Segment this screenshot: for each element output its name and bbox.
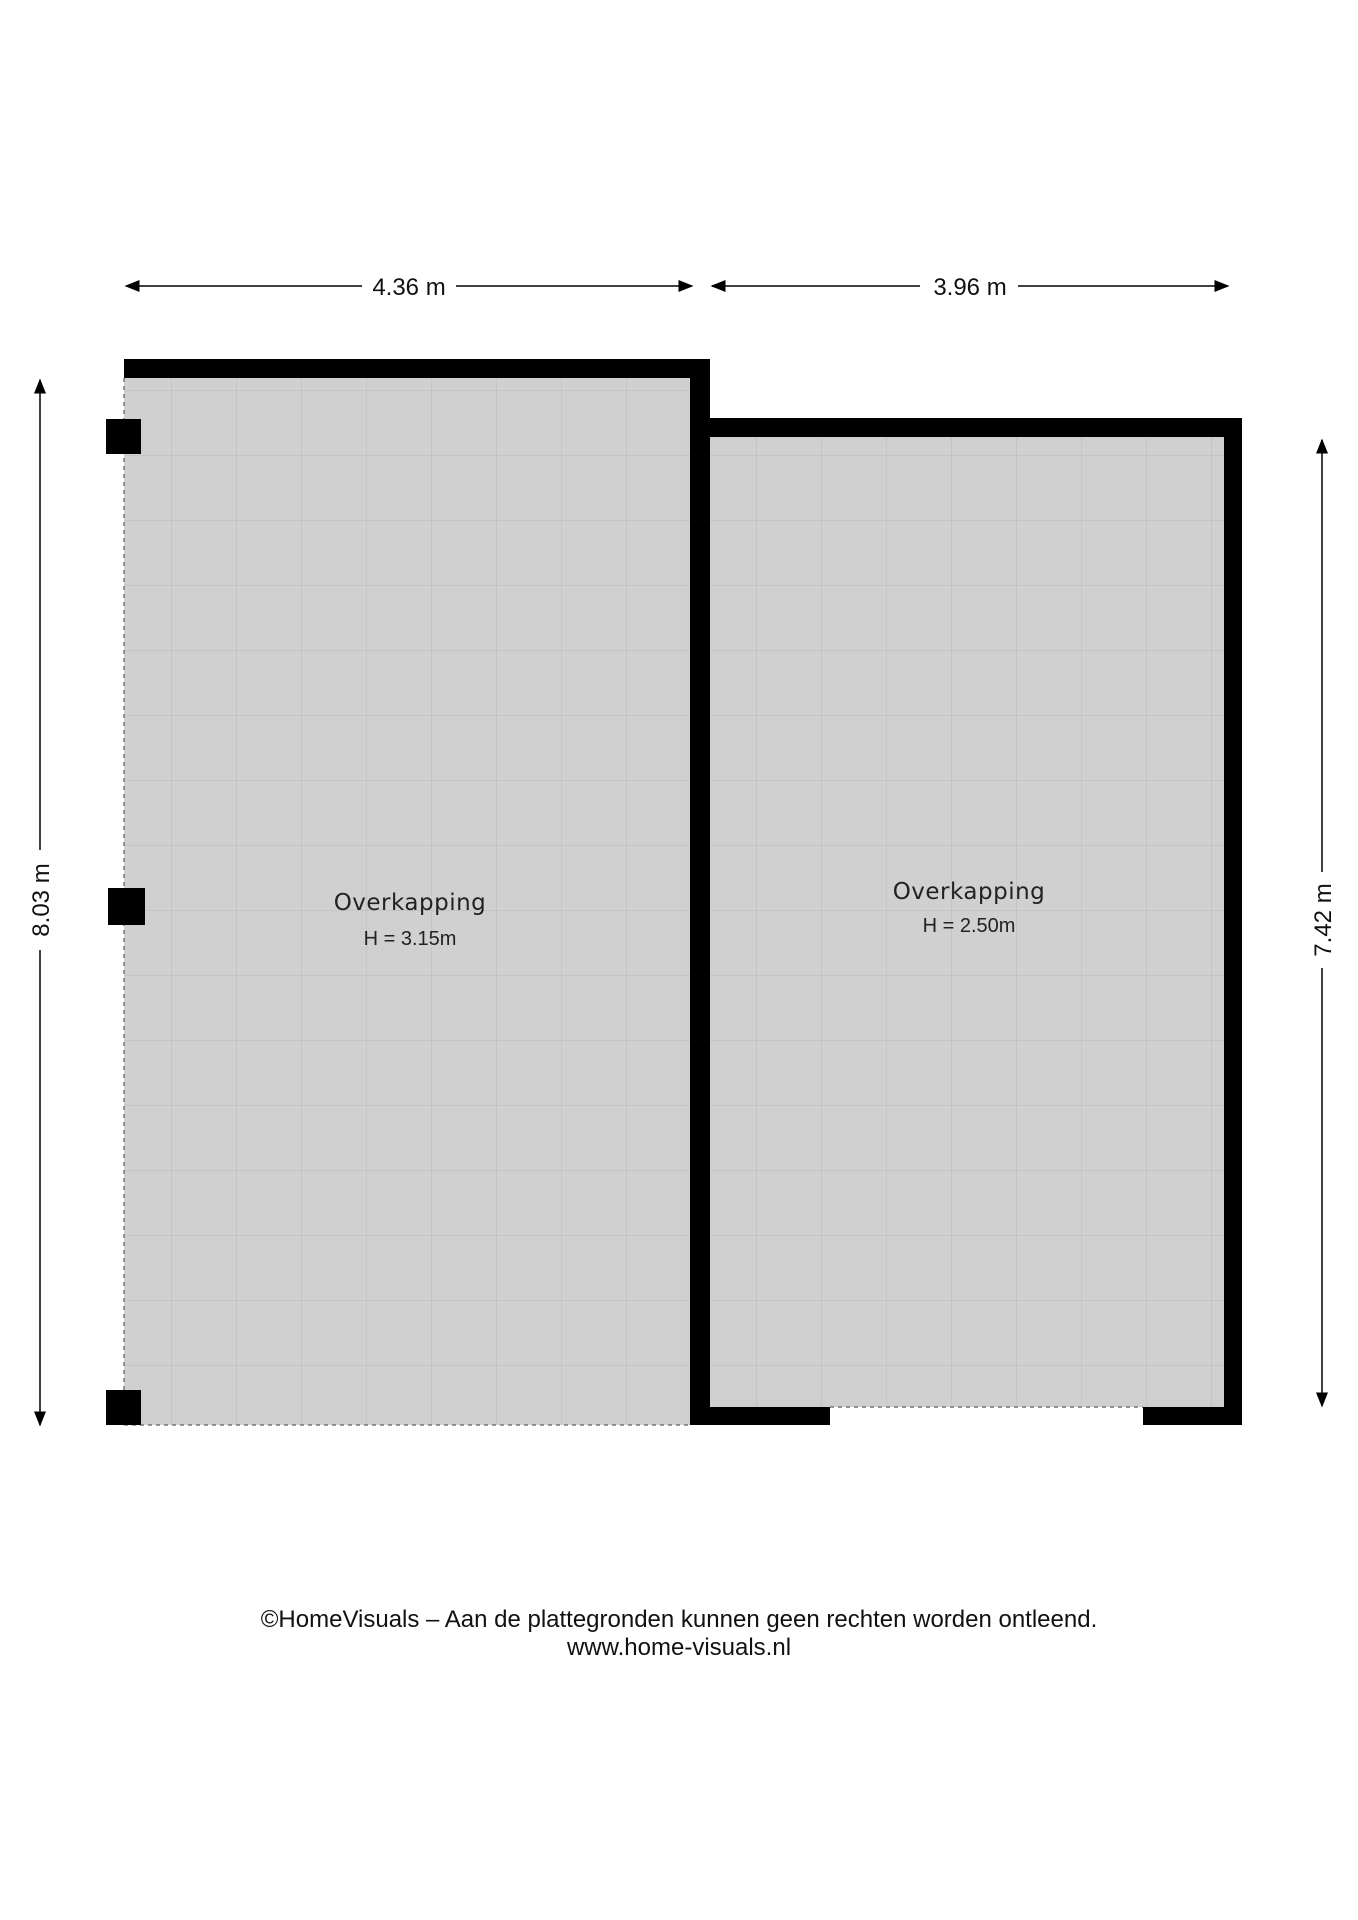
column-top [106, 419, 141, 454]
room-height-left: H = 3.15m [363, 928, 457, 950]
wall-divider [690, 359, 710, 1425]
wall-bottom-right-stub [1143, 1407, 1242, 1425]
dimension-left [28, 380, 55, 1425]
wall-right-side [1224, 418, 1242, 1425]
dimension-right [1310, 440, 1337, 1406]
dimension-top-right [712, 274, 1228, 301]
footer-url: www.home-visuals.nl [566, 1634, 792, 1661]
room-height-right: H = 2.50m [922, 915, 1016, 937]
dimension-top-left [126, 274, 692, 301]
dimension-label: 7.42 m [1310, 883, 1337, 957]
wall-bottom-left-stub [690, 1407, 830, 1425]
column-middle [108, 888, 145, 925]
footer-copyright: ©HomeVisuals – Aan de plattegronden kunnen geen rechten worden ontleend. [260, 1606, 1098, 1633]
wall-left-top [124, 359, 710, 378]
wall-right-top [690, 418, 1242, 437]
room-name-left: Overkapping [333, 890, 487, 916]
dimension-label: 3.96 m [933, 274, 1007, 301]
column-bottom [106, 1390, 141, 1425]
room-name-right: Overkapping [892, 879, 1046, 905]
dimension-label: 8.03 m [28, 863, 55, 937]
dimension-label: 4.36 m [372, 274, 446, 301]
